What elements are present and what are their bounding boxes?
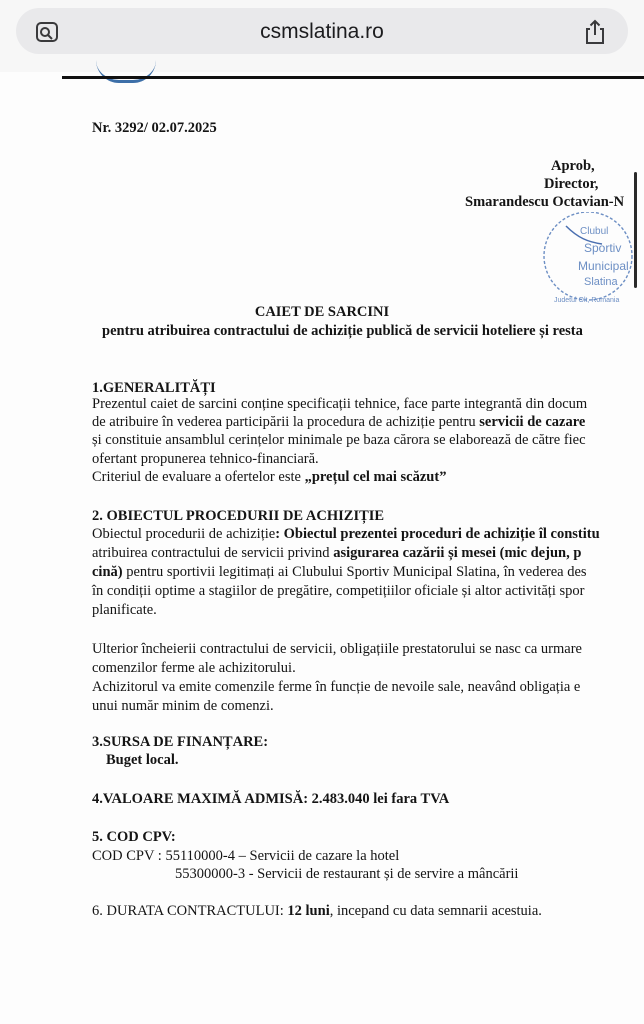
section-2-p2-line-1: Ulterior încheierii contractului de servicii, obligațiile prestatorului se nasc ca urmare bbox=[92, 641, 582, 657]
approval-name: Smarandescu Octavian-N bbox=[465, 194, 625, 210]
stamp-line-1: Clubul bbox=[580, 226, 609, 237]
section-1-line-5: Criteriul de evaluare a ofertelor este „prețul cel mai scăzut” bbox=[92, 469, 447, 485]
section-2-line-3: cină) pentru sportivii legitimați ai Clubului Sportiv Municipal Slatina, în vederea des bbox=[92, 564, 587, 580]
document-subtitle: pentru atribuirea contractului de achiziție publică de servicii hoteliere și resta bbox=[102, 323, 583, 339]
section-2-line-4: în condiții optime a stagiilor de pregătire, competițiilor oficiale și altor activități spor bbox=[92, 583, 585, 599]
section-3-value: Buget local. bbox=[106, 752, 179, 768]
stamp-line-4: Slatina bbox=[584, 276, 618, 288]
stamp-line-2: Sportiv bbox=[584, 241, 622, 255]
section-2-line-2: atribuirea contractului de servicii privind asigurarea cazării și mesei (mic dejun, p bbox=[92, 545, 582, 561]
section-2-heading: 2. OBIECTUL PROCEDURII DE ACHIZIȚIE bbox=[92, 508, 385, 524]
document-title: CAIET DE SARCINI bbox=[254, 304, 390, 320]
url-text: csmslatina.ro bbox=[260, 20, 384, 43]
cpv-line-1: COD CPV : 55110000-4 – Servicii de cazare la hotel bbox=[92, 848, 400, 864]
section-5-heading: 5. COD CPV: bbox=[92, 829, 176, 845]
section-2-line-5: planificate. bbox=[92, 602, 157, 618]
document-number: Nr. 3292/ 02.07.2025 bbox=[92, 120, 217, 136]
section-6-line: 6. DURATA CONTRACTULUI: 12 luni, incepand cu data semnarii acestuia. bbox=[92, 903, 542, 919]
club-stamp bbox=[528, 212, 640, 310]
section-3-heading: 3.SURSA DE FINANȚARE: bbox=[92, 734, 269, 750]
approval-label: Aprob, bbox=[551, 158, 595, 174]
section-2-p2-line-2: comenzilor ferme ale achizitorului. bbox=[92, 660, 296, 676]
section-1-line-1: Prezentul caiet de sarcini conține specificații tehnice, face parte integrantă din docum bbox=[92, 396, 588, 412]
section-4-heading: 4.VALOARE MAXIMĂ ADMISĂ: 2.483.040 lei fara TVA bbox=[92, 791, 450, 807]
section-1-heading: 1.GENERALITĂȚI bbox=[92, 380, 216, 396]
cpv-line-2: 55300000-3 - Servicii de restaurant și de servire a mâncării bbox=[175, 866, 519, 882]
section-1-line-3: și constituie ansamblul cerințelor minimale pe baza cărora se elaborează de către fiec bbox=[92, 432, 586, 448]
section-1-line-4: ofertant propunerea tehnico-financiară. bbox=[92, 451, 319, 467]
section-2-p2-line-4: unui număr minim de comenzi. bbox=[92, 698, 274, 714]
section-2-p2-line-3: Achizitorul va emite comenzile ferme în funcție de nevoile sale, neavând obligația e bbox=[92, 679, 581, 695]
approval-role: Director, bbox=[544, 176, 599, 192]
stamp-line-5: Judetul Olt, Romania bbox=[554, 297, 620, 304]
vertical-scrollbar[interactable] bbox=[634, 172, 637, 288]
section-2-line-1: Obiectul procedurii de achiziție: Obiectul prezentei proceduri de achiziție îl constitu bbox=[92, 526, 600, 542]
section-1-line-2: de atribuire în vederea participării la procedura de achiziție pentru servicii de cazare bbox=[92, 414, 586, 430]
stamp-line-3: Municipal bbox=[578, 259, 629, 273]
